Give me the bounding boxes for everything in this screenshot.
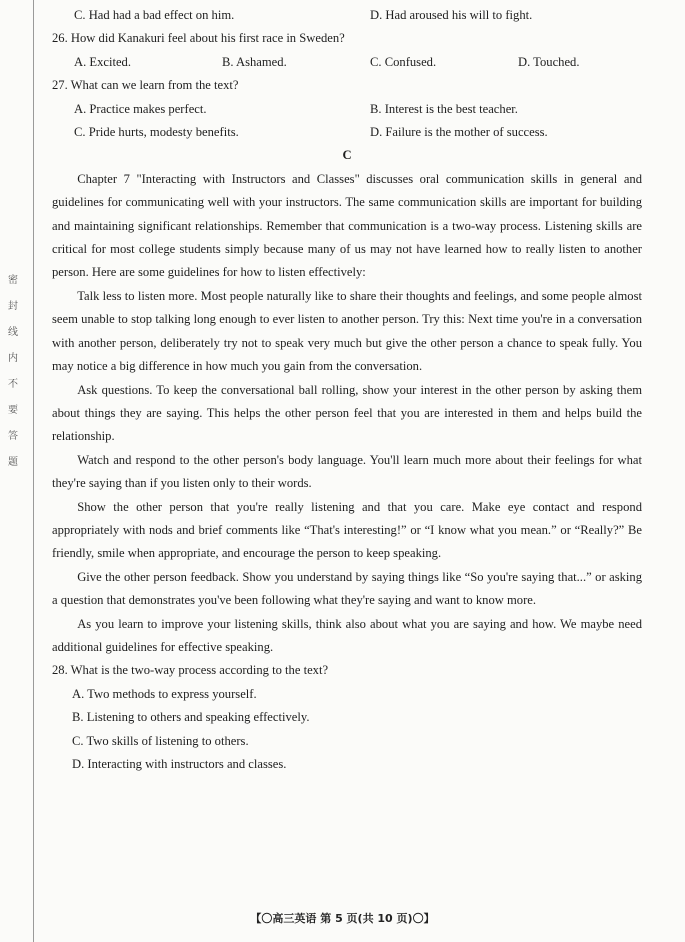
q25-option-c: C. Had had a bad effect on him. (74, 8, 235, 22)
q28-option-a: A. Two methods to express yourself. (72, 686, 257, 701)
page-footer: 【〇高三英语 第 5 页(共 10 页)〇】 (250, 912, 435, 925)
q28-stem: 28. What is the two-way process according to the text? (52, 663, 329, 678)
passage-paragraph: Talk less to listen more. Most people naturally like to share their thoughts and feelings, and some people almost seem unable to stop talking long enough to ever listen to another person. Try this: Next time you're in a conversation with another person, deliberately try not to speak very much but give the other person a chance to speak fully. You may notice a big difference in how much you gain from the conversation. (52, 288, 642, 374)
q27-stem: 27. What can we learn from the text? (52, 78, 239, 93)
q26-option-b: B. Ashamed. (222, 54, 287, 69)
q25-options-row (52, 4, 642, 27)
q26-stem: 26. How did Kanakuri feel about his first race in Sweden? (52, 31, 345, 46)
margin-label: 线 (8, 327, 18, 338)
passage-paragraph: As you learn to improve your listening skills, think also about what you are saying and how. We maybe need additional guidelines for effective speaking. (52, 616, 642, 654)
margin-label: 封 (8, 301, 18, 312)
passage-paragraph: Watch and respond to the other person's body language. You'll learn much more about their feelings for what they're saying than if you listen only to their words. (52, 452, 642, 491)
margin-label: 题 (8, 457, 18, 468)
q27-option-c: C. Pride hurts, modesty benefits. (74, 125, 239, 140)
margin-label: 不 (8, 379, 18, 390)
q26-option-c: C. Confused. (370, 54, 437, 69)
section-label: C (342, 148, 352, 163)
margin-label: 密 (8, 275, 18, 286)
q27-options-row-1 (52, 98, 642, 121)
binding-margin-labels (2, 268, 24, 476)
passage-paragraph: Give the other person feedback. Show you understand by saying things like “So you're saying that...” or asking a question that demonstrates you've been following what they're saying and want to know more. (52, 569, 642, 608)
margin-label: 内 (8, 353, 18, 364)
q28-option-d: D. Interacting with instructors and classes. (72, 757, 287, 771)
exam-page (52, 4, 642, 776)
passage-paragraph: Chapter 7 "Interacting with Instructors and Classes" discusses oral communication skills in general and guidelines for communicating well with your instructors. The same communication skills are important for building and maintaining significant relationships. Remember that communication is a two-way process. Listening skills are critical for most college students simply because many of us may not have learned how to really listen to another person. Here are some guidelines for how to listen effectively: (52, 171, 642, 280)
q27-option-d: D. Failure is the mother of success. (370, 125, 548, 140)
margin-label: 要 (8, 405, 18, 416)
q28-option-c: C. Two skills of listening to others. (72, 733, 249, 748)
binding-margin-line (33, 0, 34, 942)
q27-option-a: A. Practice makes perfect. (74, 101, 207, 116)
passage-paragraph: Ask questions. To keep the conversational ball rolling, show your interest in the other person by asking them about things they are saying. This helps the other person feel that you are interested in them and helps build the relationship. (52, 382, 642, 444)
q26-option-a: A. Excited. (74, 54, 132, 69)
passage-paragraph: Show the other person that you're really listening and that you care. Make eye contact and respond appropriately with nods and brief comments like “That's interesting!” or “I know what you mean.” or “Really?” Be friendly, smile when appropriate, and encourage the person to keep speaking. (52, 499, 642, 561)
margin-label: 答 (8, 431, 18, 442)
q26-options-row (52, 51, 642, 74)
q27-option-b: B. Interest is the best teacher. (370, 101, 518, 116)
q28-option-b: B. Listening to others and speaking effectively. (72, 710, 310, 725)
q26-option-d: D. Touched. (518, 54, 580, 69)
q27-options-row-2 (52, 121, 642, 144)
q25-option-d: D. Had aroused his will to fight. (370, 8, 533, 22)
